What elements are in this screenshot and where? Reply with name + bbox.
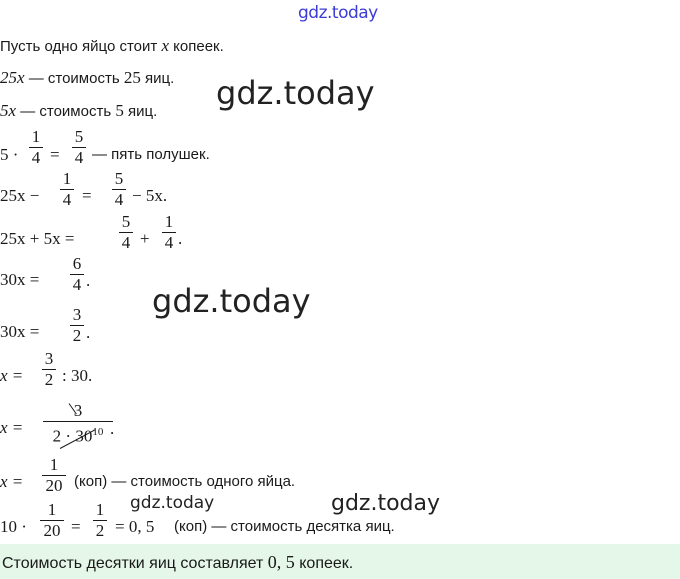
text: (коп) — стоимость одного яйца.: [74, 473, 296, 490]
math: 5x: [0, 101, 17, 120]
fraction: 1 2: [93, 501, 107, 540]
fraction-reduced: 3 $2 \cdot 30^{10}$: [43, 402, 113, 446]
text: Пусть одно яйцо стоит: [0, 38, 158, 55]
text: (коп) — стоимость десятка яиц.: [174, 518, 395, 535]
math: − 5x.: [132, 186, 168, 205]
text: — стоимость: [28, 70, 120, 87]
equals: =: [50, 145, 60, 164]
fraction: 1 4: [162, 213, 176, 252]
fraction: 1 20: [42, 456, 66, 495]
text: яиц.: [145, 70, 175, 87]
math-prefix: 5 ·: [0, 145, 19, 164]
fraction: 6 4: [70, 255, 84, 294]
answer-box: [0, 544, 680, 579]
math-prefix: 25x −: [0, 186, 40, 205]
text: — пять полушек.: [92, 146, 210, 163]
fraction: 5 4: [112, 170, 126, 209]
math: 25x: [0, 68, 25, 87]
fraction: 3 2: [42, 350, 56, 389]
plus: +: [140, 229, 150, 248]
math-prefix: x =: [0, 472, 24, 491]
fraction: 1 20: [40, 501, 64, 540]
text: яиц.: [128, 103, 158, 120]
fraction: 1 4: [60, 170, 74, 209]
math-prefix: 25x + 5x =: [0, 229, 75, 248]
watermark: gdz.today: [331, 491, 441, 516]
fraction: 1 4: [29, 128, 43, 167]
solution-line: [0, 68, 174, 88]
fraction: 5 4: [119, 213, 133, 252]
equals: =: [82, 186, 92, 205]
watermark-top: gdz.today: [298, 3, 378, 23]
equals: =: [71, 517, 81, 536]
math: 5: [115, 101, 124, 120]
text: копеек.: [173, 38, 224, 55]
math-prefix: x =: [0, 366, 24, 385]
math-prefix: 10 ·: [0, 517, 27, 536]
variable: x: [161, 36, 169, 55]
watermark: gdz.today: [152, 282, 311, 320]
fraction: 5 4: [72, 128, 86, 167]
math-prefix: x =: [0, 418, 24, 437]
math: 25: [123, 68, 141, 87]
watermark: gdz.today: [216, 74, 375, 112]
answer-text: Стоимость десятки яиц составляет 0, 5 копеек.: [2, 552, 354, 572]
fraction: 3 2: [70, 306, 84, 345]
solution-line: [0, 36, 224, 56]
math: = 0, 5: [115, 517, 155, 536]
math: : 30.: [62, 366, 93, 385]
text: — стоимость: [20, 103, 112, 120]
solution-line: [0, 101, 157, 121]
watermark: gdz.today: [130, 493, 215, 513]
math-prefix: 30x =: [0, 270, 40, 289]
math-prefix: 30x =: [0, 322, 40, 341]
